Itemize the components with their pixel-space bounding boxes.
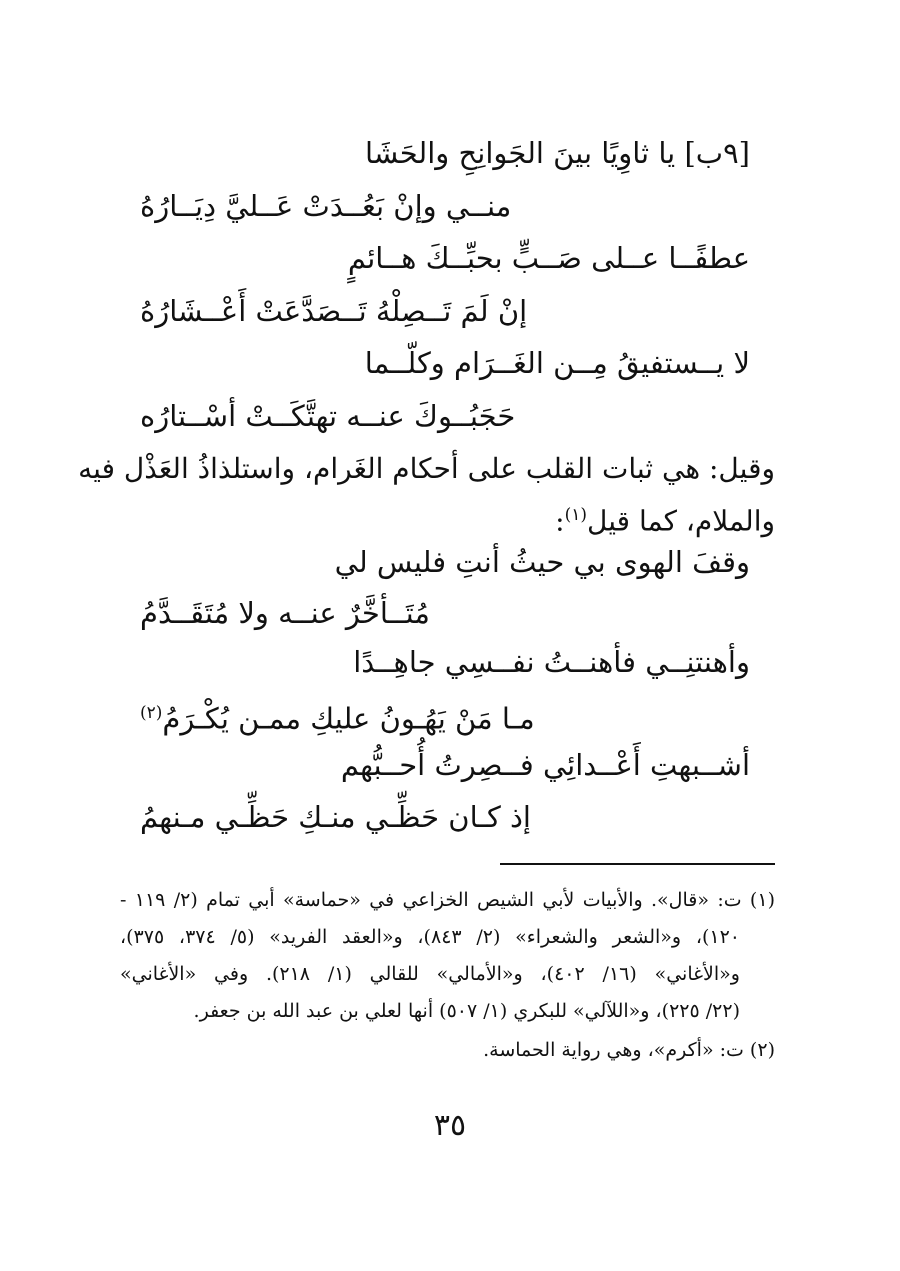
verse-4-second-hemistich: مُتَــأخَّرٌ عنــه ولا مُتَقَــدَّمُ xyxy=(140,596,430,630)
footnote-ref-2: (٢) xyxy=(140,703,163,723)
footnote-1-line-4: (٢٢/ ٢٢٥)، و«اللآلي» للبكري (١/ ٥٠٧) أنها لعلي بن عبد الله بن جعفر. xyxy=(193,1000,740,1022)
page-number: ٣٥ xyxy=(433,1108,467,1143)
footnote-2: (٢) ت: «أكرم»، وهي رواية الحماسة. xyxy=(483,1039,775,1061)
prose-line-1: وقيل: هي ثبات القلب على أحكام الغَرام، واستلذاذُ العَذْل فيه xyxy=(78,452,775,485)
verse-2-second-hemistich: إنْ لَمَ تَــصِلْهُ تَــصَدَّعَتْ أَعْــشَارُهُ xyxy=(140,294,528,328)
prose-line-2-colon: : xyxy=(555,504,565,538)
verse-5-second-hemistich-text: مـا مَنْ يَهُـونُ عليكِ ممـن يُكْـرَمُ xyxy=(162,701,535,736)
verse-6-second-hemistich: إذ كـان حَظِّـي منـكِ حَظِّـي مـنهمُ xyxy=(140,800,531,834)
footnote-1-line-3: و«الأغاني» (١٦/ ٤٠٢)، و«الأمالي» للقالي (١/ ٢١٨). وفي «الأغاني» xyxy=(120,963,740,985)
prose-line-2-text: والملام، كما قيل xyxy=(587,504,775,538)
verse-6-first-hemistich: أشــبهتِ أَعْــدائِي فــصِرتُ أُحــبُّهم xyxy=(340,748,750,782)
verse-1-first-hemistich: [٩ب] يا ثاوِيًا بينَ الجَوانِحِ والحَشَا xyxy=(364,136,750,170)
verse-5-second-hemistich xyxy=(140,693,535,739)
prose-line-2 xyxy=(120,495,775,541)
verse-3-first-hemistich: لا يــستفيقُ مِــن الغَــرَام وكلّــما xyxy=(364,346,750,380)
verse-2-first-hemistich: عطفًــا عــلى صَــبٍّ بحبِّــكَ هــائمٍ xyxy=(347,241,750,275)
verse-3-second-hemistich: حَجَبُــوكَ عنــه تهتَّكَــتْ أسْــتارُه xyxy=(140,399,516,433)
footnote-1-line-2: ١٢٠)، و«الشعر والشعراء» (٢/ ٨٤٣)، و«العقد الفريد» (٥/ ٣٧٤، ٣٧٥)، xyxy=(120,926,740,948)
verse-4-first-hemistich: وقفَ الهوى بي حيثُ أنتِ فليس لي xyxy=(334,545,750,579)
footnote-separator xyxy=(500,863,775,865)
footnote-ref-1: (١) xyxy=(564,505,587,525)
verse-5-first-hemistich: وأهنتنِــي فأهنــتُ نفــسِي جاهِــدًا xyxy=(353,645,750,679)
verse-1-second-hemistich: منــي وإنْ بَعُــدَتْ عَــليَّ دِيَــارُهُ xyxy=(140,189,512,223)
footnote-1-line-1: (١) ت: «قال». والأبيات لأبي الشيص الخزاعي في «حماسة» أبي تمام (٢/ ١١٩ - xyxy=(120,889,775,911)
